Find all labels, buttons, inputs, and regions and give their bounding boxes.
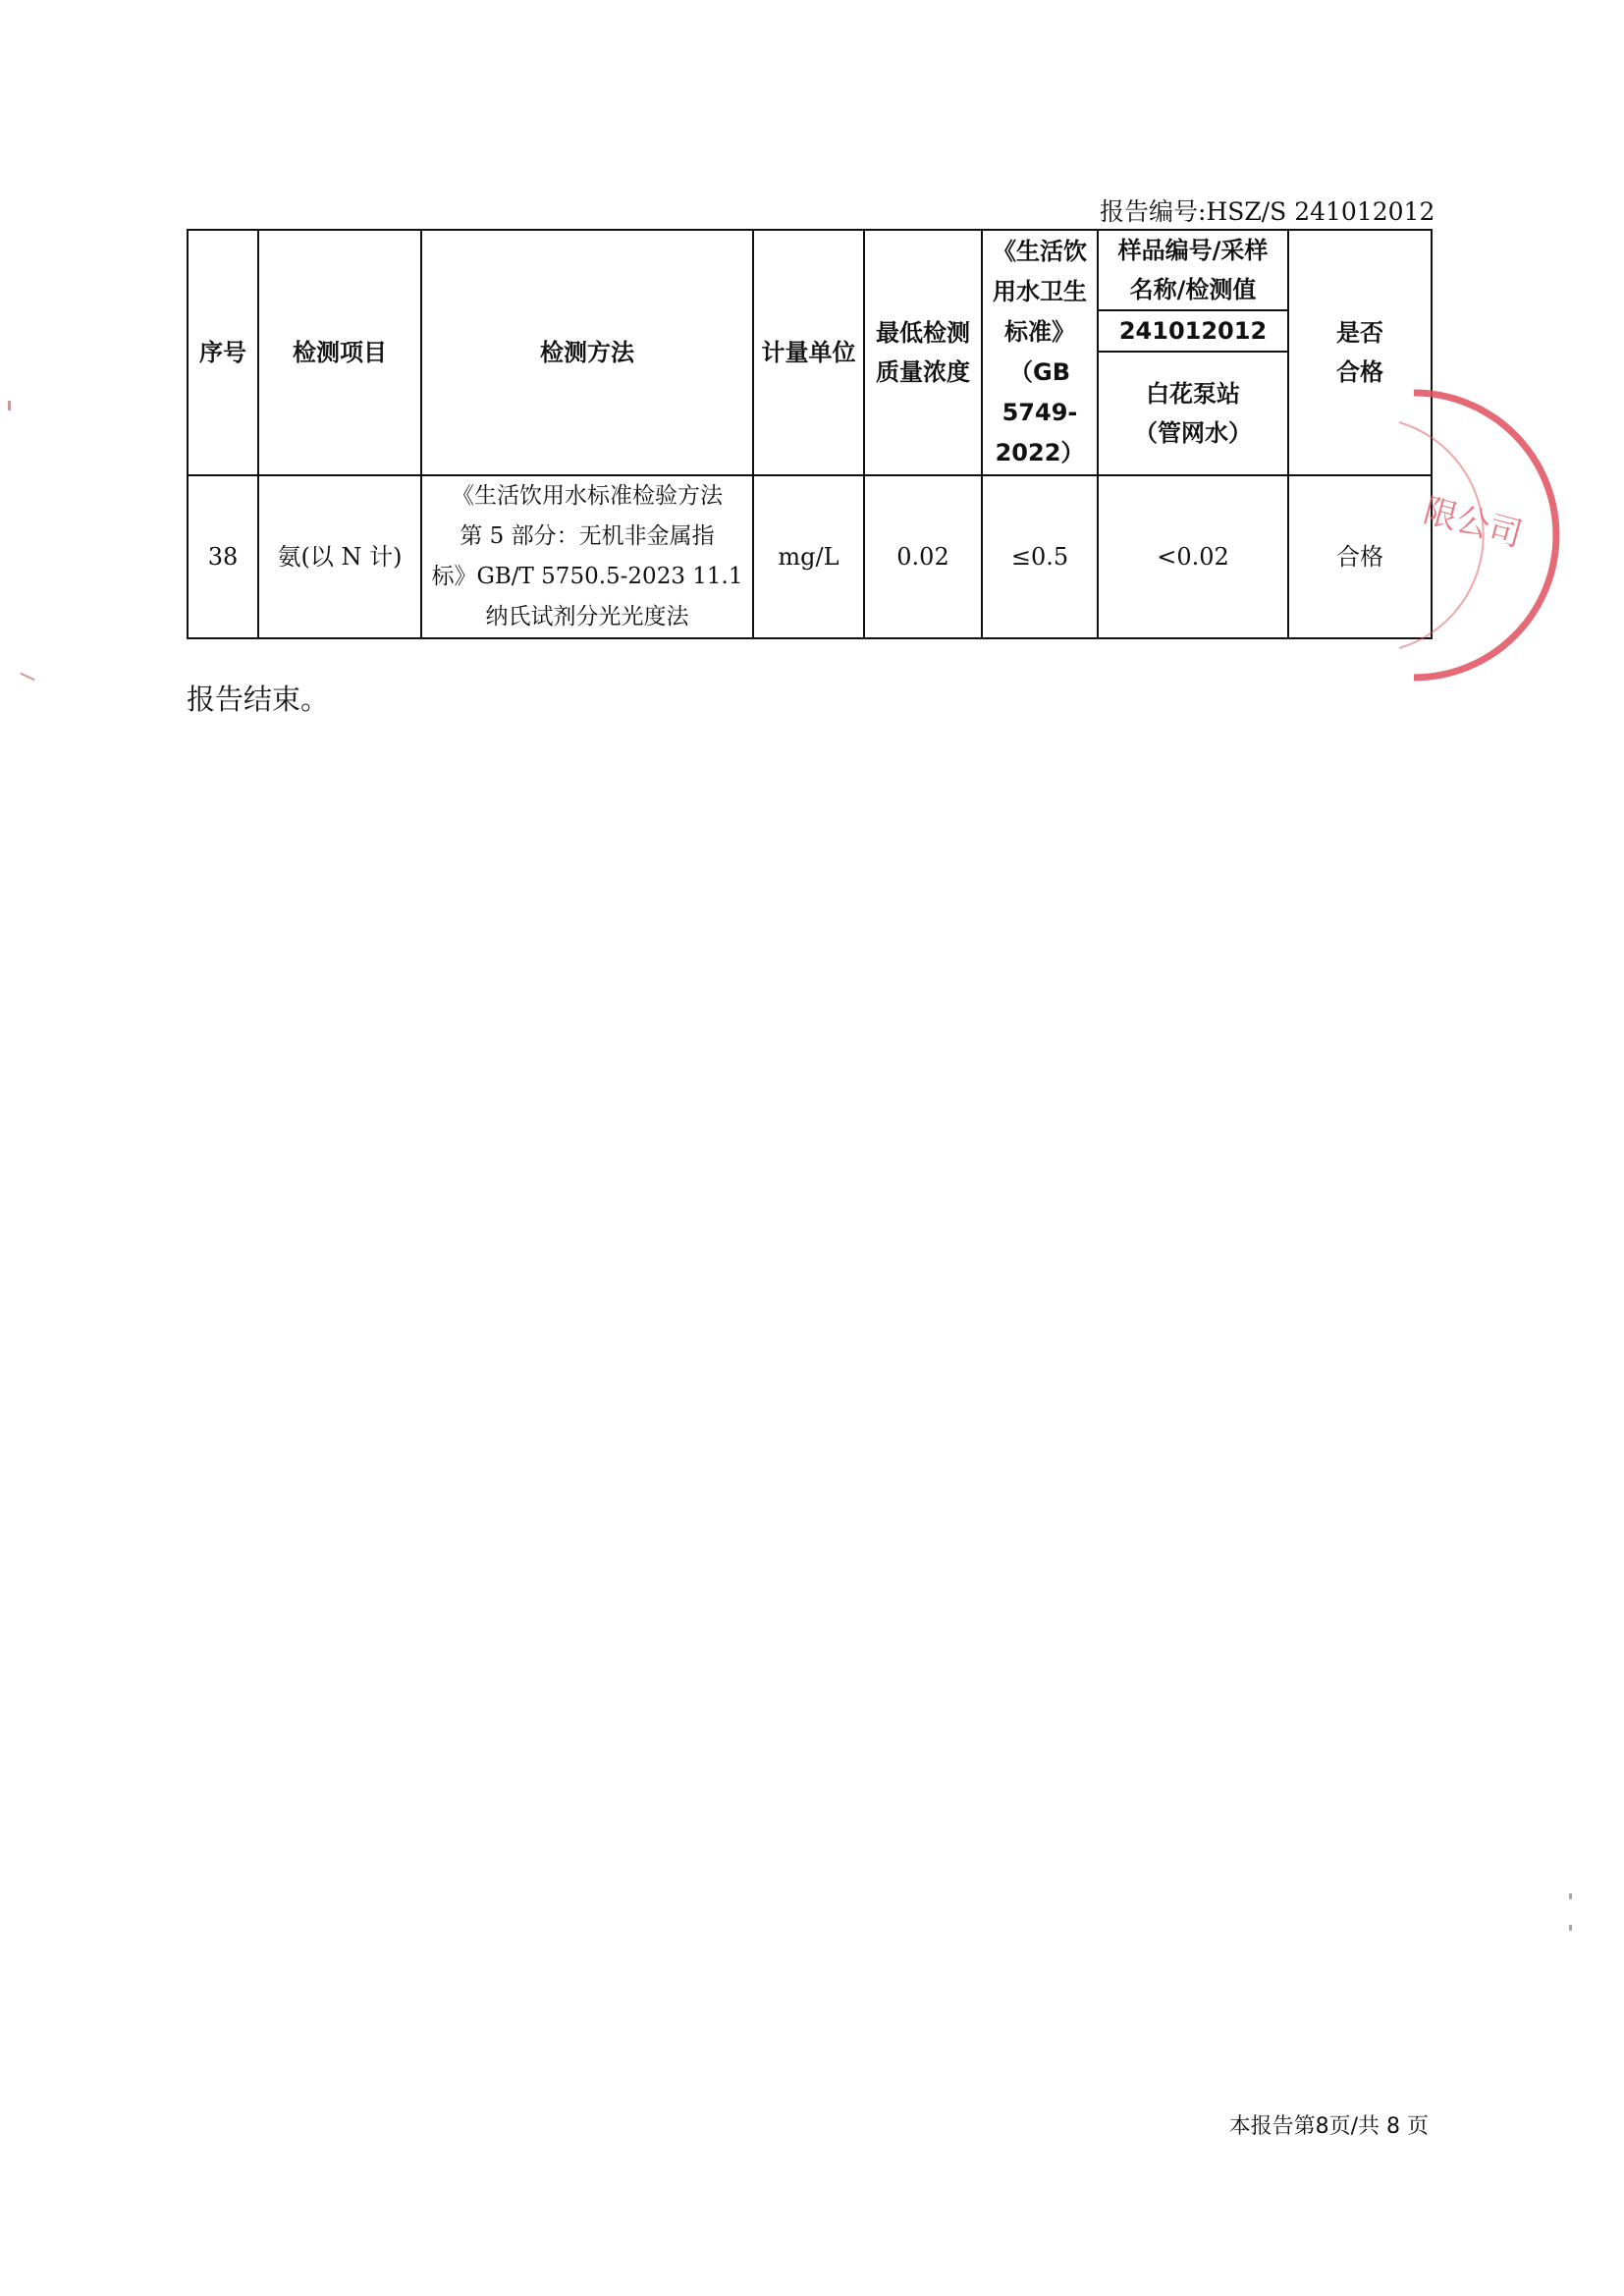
- cell-value: <0.02: [1098, 475, 1288, 638]
- header-standard: 《生活饮 用水卫生 标准》 （GB 5749- 2022）: [982, 230, 1098, 475]
- header-method: 检测方法: [421, 230, 753, 475]
- cell-method: 《生活饮用水标准检验方法 第 5 部分：无机非金属指 标》GB/T 5750.5-2023 11.1 纳氏试剂分光光度法: [421, 475, 753, 638]
- cell-seq: 38: [188, 475, 258, 638]
- table-row: [188, 475, 1432, 638]
- header-sample-id: 241012012: [1098, 310, 1288, 352]
- report-end-text: 报告结束。: [187, 683, 330, 716]
- cell-qualified: 合格: [1288, 475, 1432, 638]
- cell-standard: ≤0.5: [982, 475, 1098, 638]
- cell-item: 氨(以 N 计): [258, 475, 421, 638]
- header-min-conc: 最低检测 质量浓度: [864, 230, 982, 475]
- page-footer: 本报告第8页/共 8 页: [1228, 2114, 1429, 2139]
- header-sample-name: 白花泵站 （管网水）: [1098, 352, 1288, 475]
- cell-min-conc: 0.02: [864, 475, 982, 638]
- svg-text:限公司: 限公司: [1419, 491, 1527, 556]
- cell-unit: mg/L: [753, 475, 864, 638]
- header-item: 检测项目: [258, 230, 421, 475]
- header-seq: 序号: [188, 230, 258, 475]
- header-sample: 样品编号/采样 名称/检测值: [1098, 230, 1288, 310]
- header-qualified: 是否 合格: [1288, 230, 1432, 475]
- company-seal-icon: [1345, 383, 1527, 697]
- header-unit: 计量单位: [753, 230, 864, 475]
- results-table: [187, 229, 1433, 639]
- report-number: 报告编号:HSZ/S 241012012: [1100, 197, 1435, 226]
